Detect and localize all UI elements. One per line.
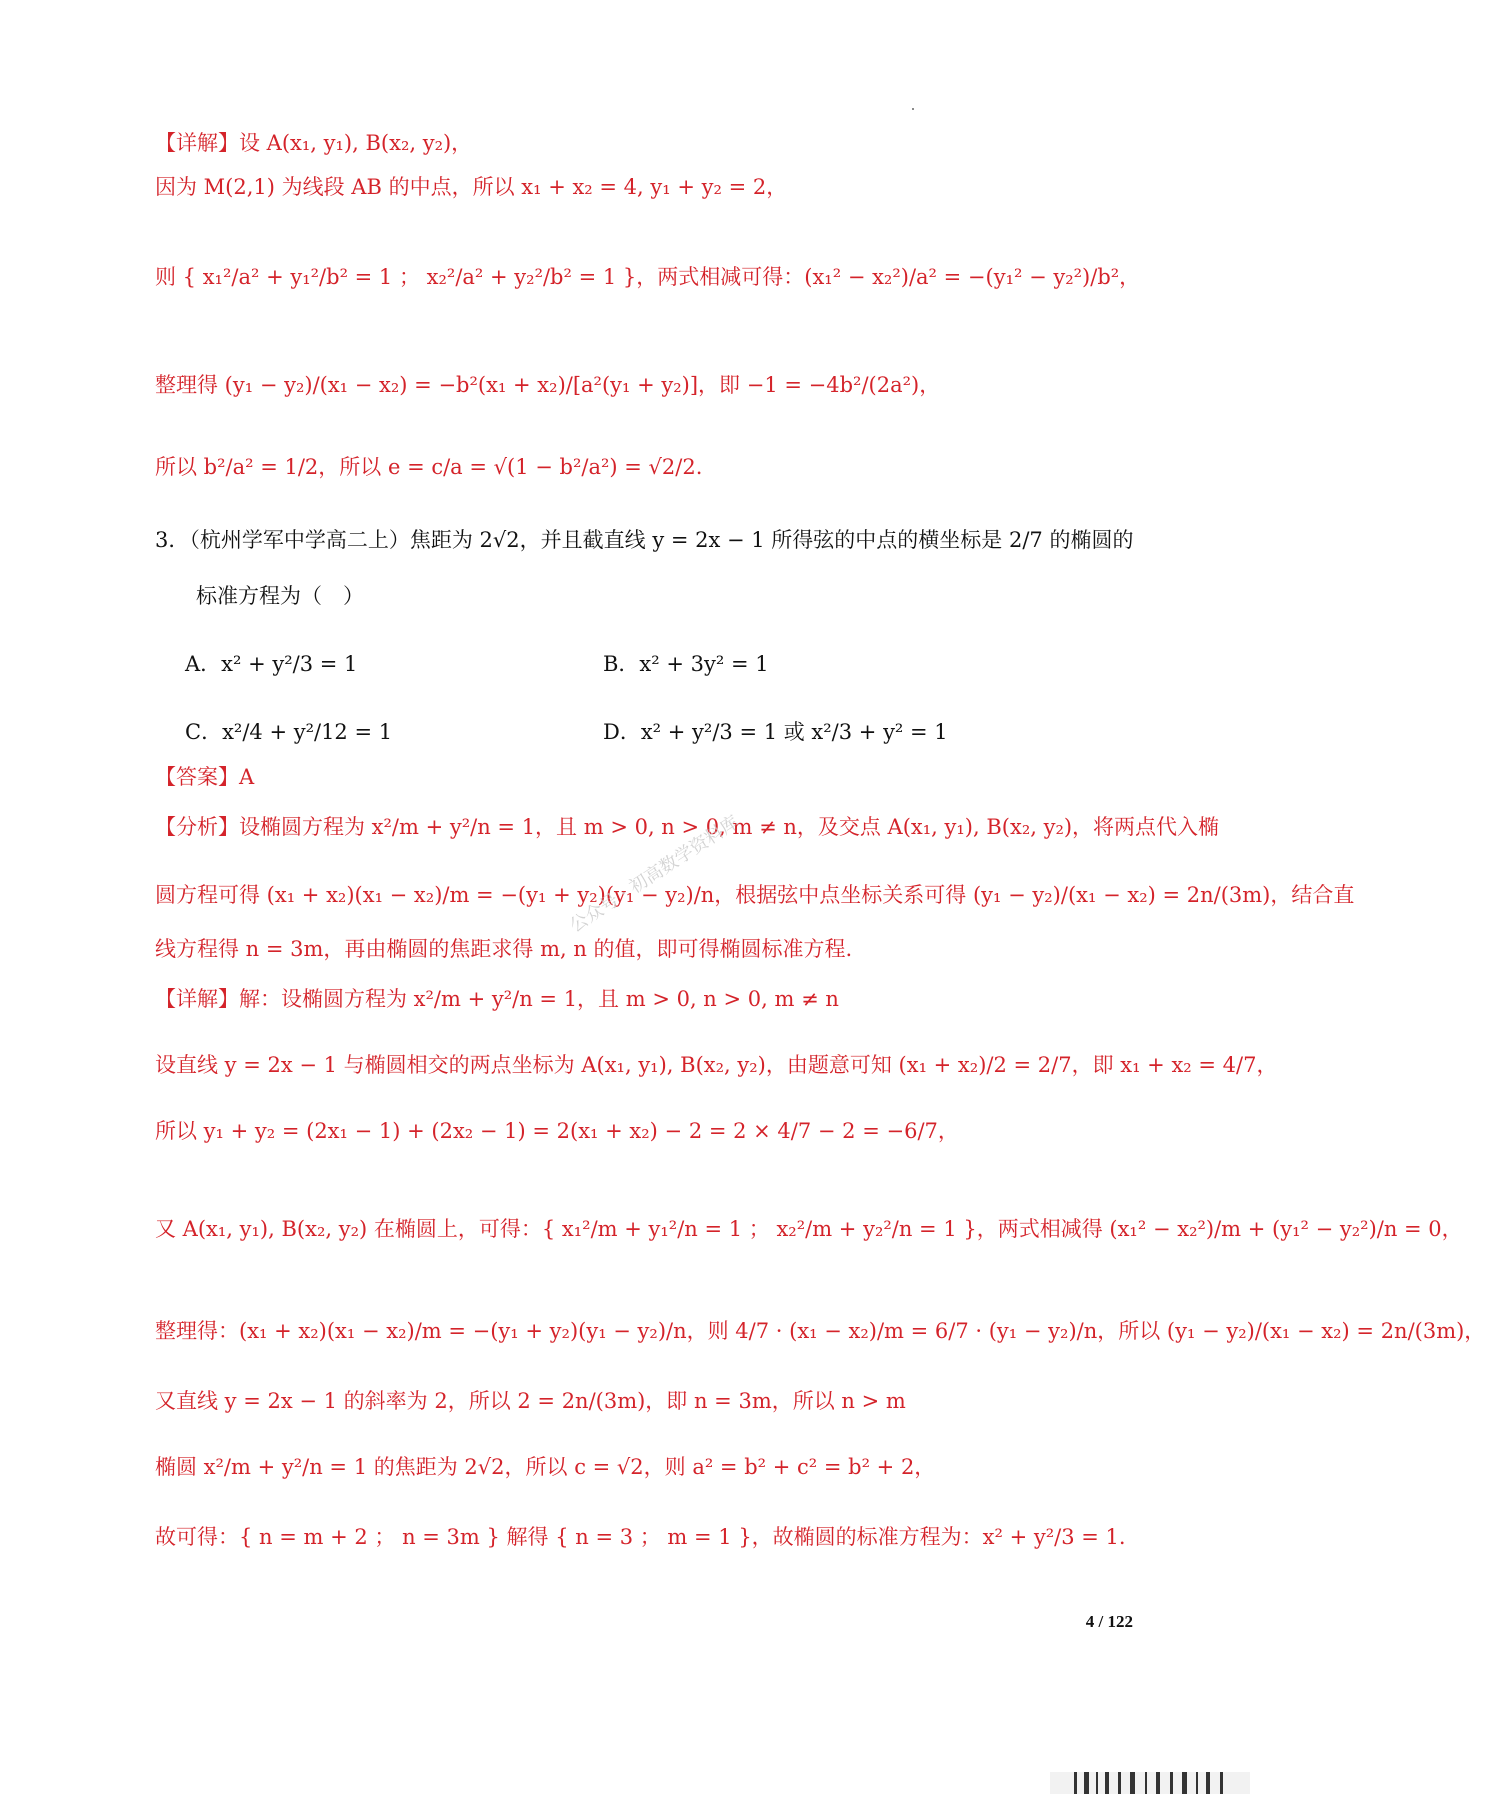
- page-number: 4 / 122: [1085, 1612, 1133, 1631]
- detail-line-7: 椭圆 x²/m + y²/n = 1 的焦距为 2√2，所以 c = √2，则 a² = b² + c² = b² + 2，: [155, 1455, 936, 1479]
- option-d: D．x² + y²/3 = 1 或 x²/3 + y² = 1: [603, 720, 948, 744]
- detail-line-8: 故可得：{ n = m + 2 ； n = 3m } 解得 { n = 3 ； m = 1 }，故椭圆的标准方程为：x² + y²/3 = 1.: [155, 1525, 1126, 1549]
- option-c: C．x²/4 + y²/12 = 1: [185, 720, 393, 744]
- option-a: A．x² + y²/3 = 1: [185, 652, 358, 676]
- simplify-line: 整理得 (y₁ − y₂)/(x₁ − x₂) = −b²(x₁ + x₂)/[a²(y₁ + y₂)]，即 −1 = −4b²/(2a²)，: [155, 373, 941, 397]
- midpoint-line: 因为 M(2,1) 为线段 AB 的中点，所以 x₁ + x₂ = 4, y₁ + y₂ = 2，: [155, 175, 788, 199]
- eccentricity-line: 所以 b²/a² = 1/2，所以 e = c/a = √(1 − b²/a²) = √2/2.: [155, 455, 703, 479]
- analysis-line-1: 【分析】设椭圆方程为 x²/m + y²/n = 1，且 m > 0, n > 0, m ≠ n，及交点 A(x₁, y₁), B(x₂, y₂)，将两点代入椭: [155, 815, 1220, 839]
- stray-dot: [912, 108, 914, 110]
- detail-line-3: 所以 y₁ + y₂ = (2x₁ − 1) + (2x₂ − 1) = 2(x₁ + x₂) − 2 = 2 × 4/7 − 2 = −6/7，: [155, 1119, 959, 1143]
- detail-heading-line: 【详解】设 A(x₁, y₁), B(x₂, y₂)，: [155, 131, 473, 155]
- detail-line-2: 设直线 y = 2x − 1 与椭圆相交的两点坐标为 A(x₁, y₁), B(x₂, y₂)，由题意可知 (x₁ + x₂)/2 = 2/7，即 x₁ + x₂ = 4/7，: [155, 1053, 1278, 1077]
- option-b: B．x² + 3y² = 1: [603, 652, 769, 676]
- detail-line-5: 整理得：(x₁ + x₂)(x₁ − x₂)/m = −(y₁ + y₂)(y₁ − y₂)/n，则 4/7 · (x₁ − x₂)/m = 6/7 · (y₁ − y₂)/n，所以 (y₁ − y₂)/(x₁ − x₂) = 2n/(3m)，: [155, 1319, 1485, 1343]
- detail-line-1: 【详解】解：设椭圆方程为 x²/m + y²/n = 1，且 m > 0, n > 0, m ≠ n: [155, 987, 839, 1011]
- question-stem: 3．（杭州学军中学高二上）焦距为 2√2，并且截直线 y = 2x − 1 所得弦的中点的横坐标是 2/7 的椭圆的: [155, 528, 1134, 552]
- analysis-line-2: 圆方程可得 (x₁ + x₂)(x₁ − x₂)/m = −(y₁ + y₂)(y₁ − y₂)/n，根据弦中点坐标关系可得 (y₁ − y₂)/(x₁ − x₂) = 2n/(3m)，结合直: [155, 883, 1355, 907]
- detail-line-4: 又 A(x₁, y₁), B(x₂, y₂) 在椭圆上，可得：{ x₁²/m + y₁²/n = 1 ； x₂²/m + y₂²/n = 1 }，两式相减得 (x₁² − x₂²)/m + (y₁² − y₂²)/n = 0，: [155, 1217, 1463, 1241]
- subtract-line: 则 { x₁²/a² + y₁²/b² = 1 ； x₂²/a² + y₂²/b² = 1 }，两式相减可得：(x₁² − x₂²)/a² = −(y₁² − y₂²)/b²，: [155, 265, 1141, 289]
- detail-line-6: 又直线 y = 2x − 1 的斜率为 2，所以 2 = 2n/(3m)，即 n = 3m，所以 n > m: [155, 1389, 906, 1413]
- answer-line: 【答案】A: [155, 765, 255, 789]
- watermark: 公众号 · 初高数学资料库: [566, 811, 743, 937]
- bottom-barcode-icon: [1050, 1768, 1250, 1796]
- question-stem-cont: 标准方程为（ ）: [196, 584, 364, 608]
- analysis-line-3: 线方程得 n = 3m，再由椭圆的焦距求得 m, n 的值，即可得椭圆标准方程.: [155, 937, 853, 961]
